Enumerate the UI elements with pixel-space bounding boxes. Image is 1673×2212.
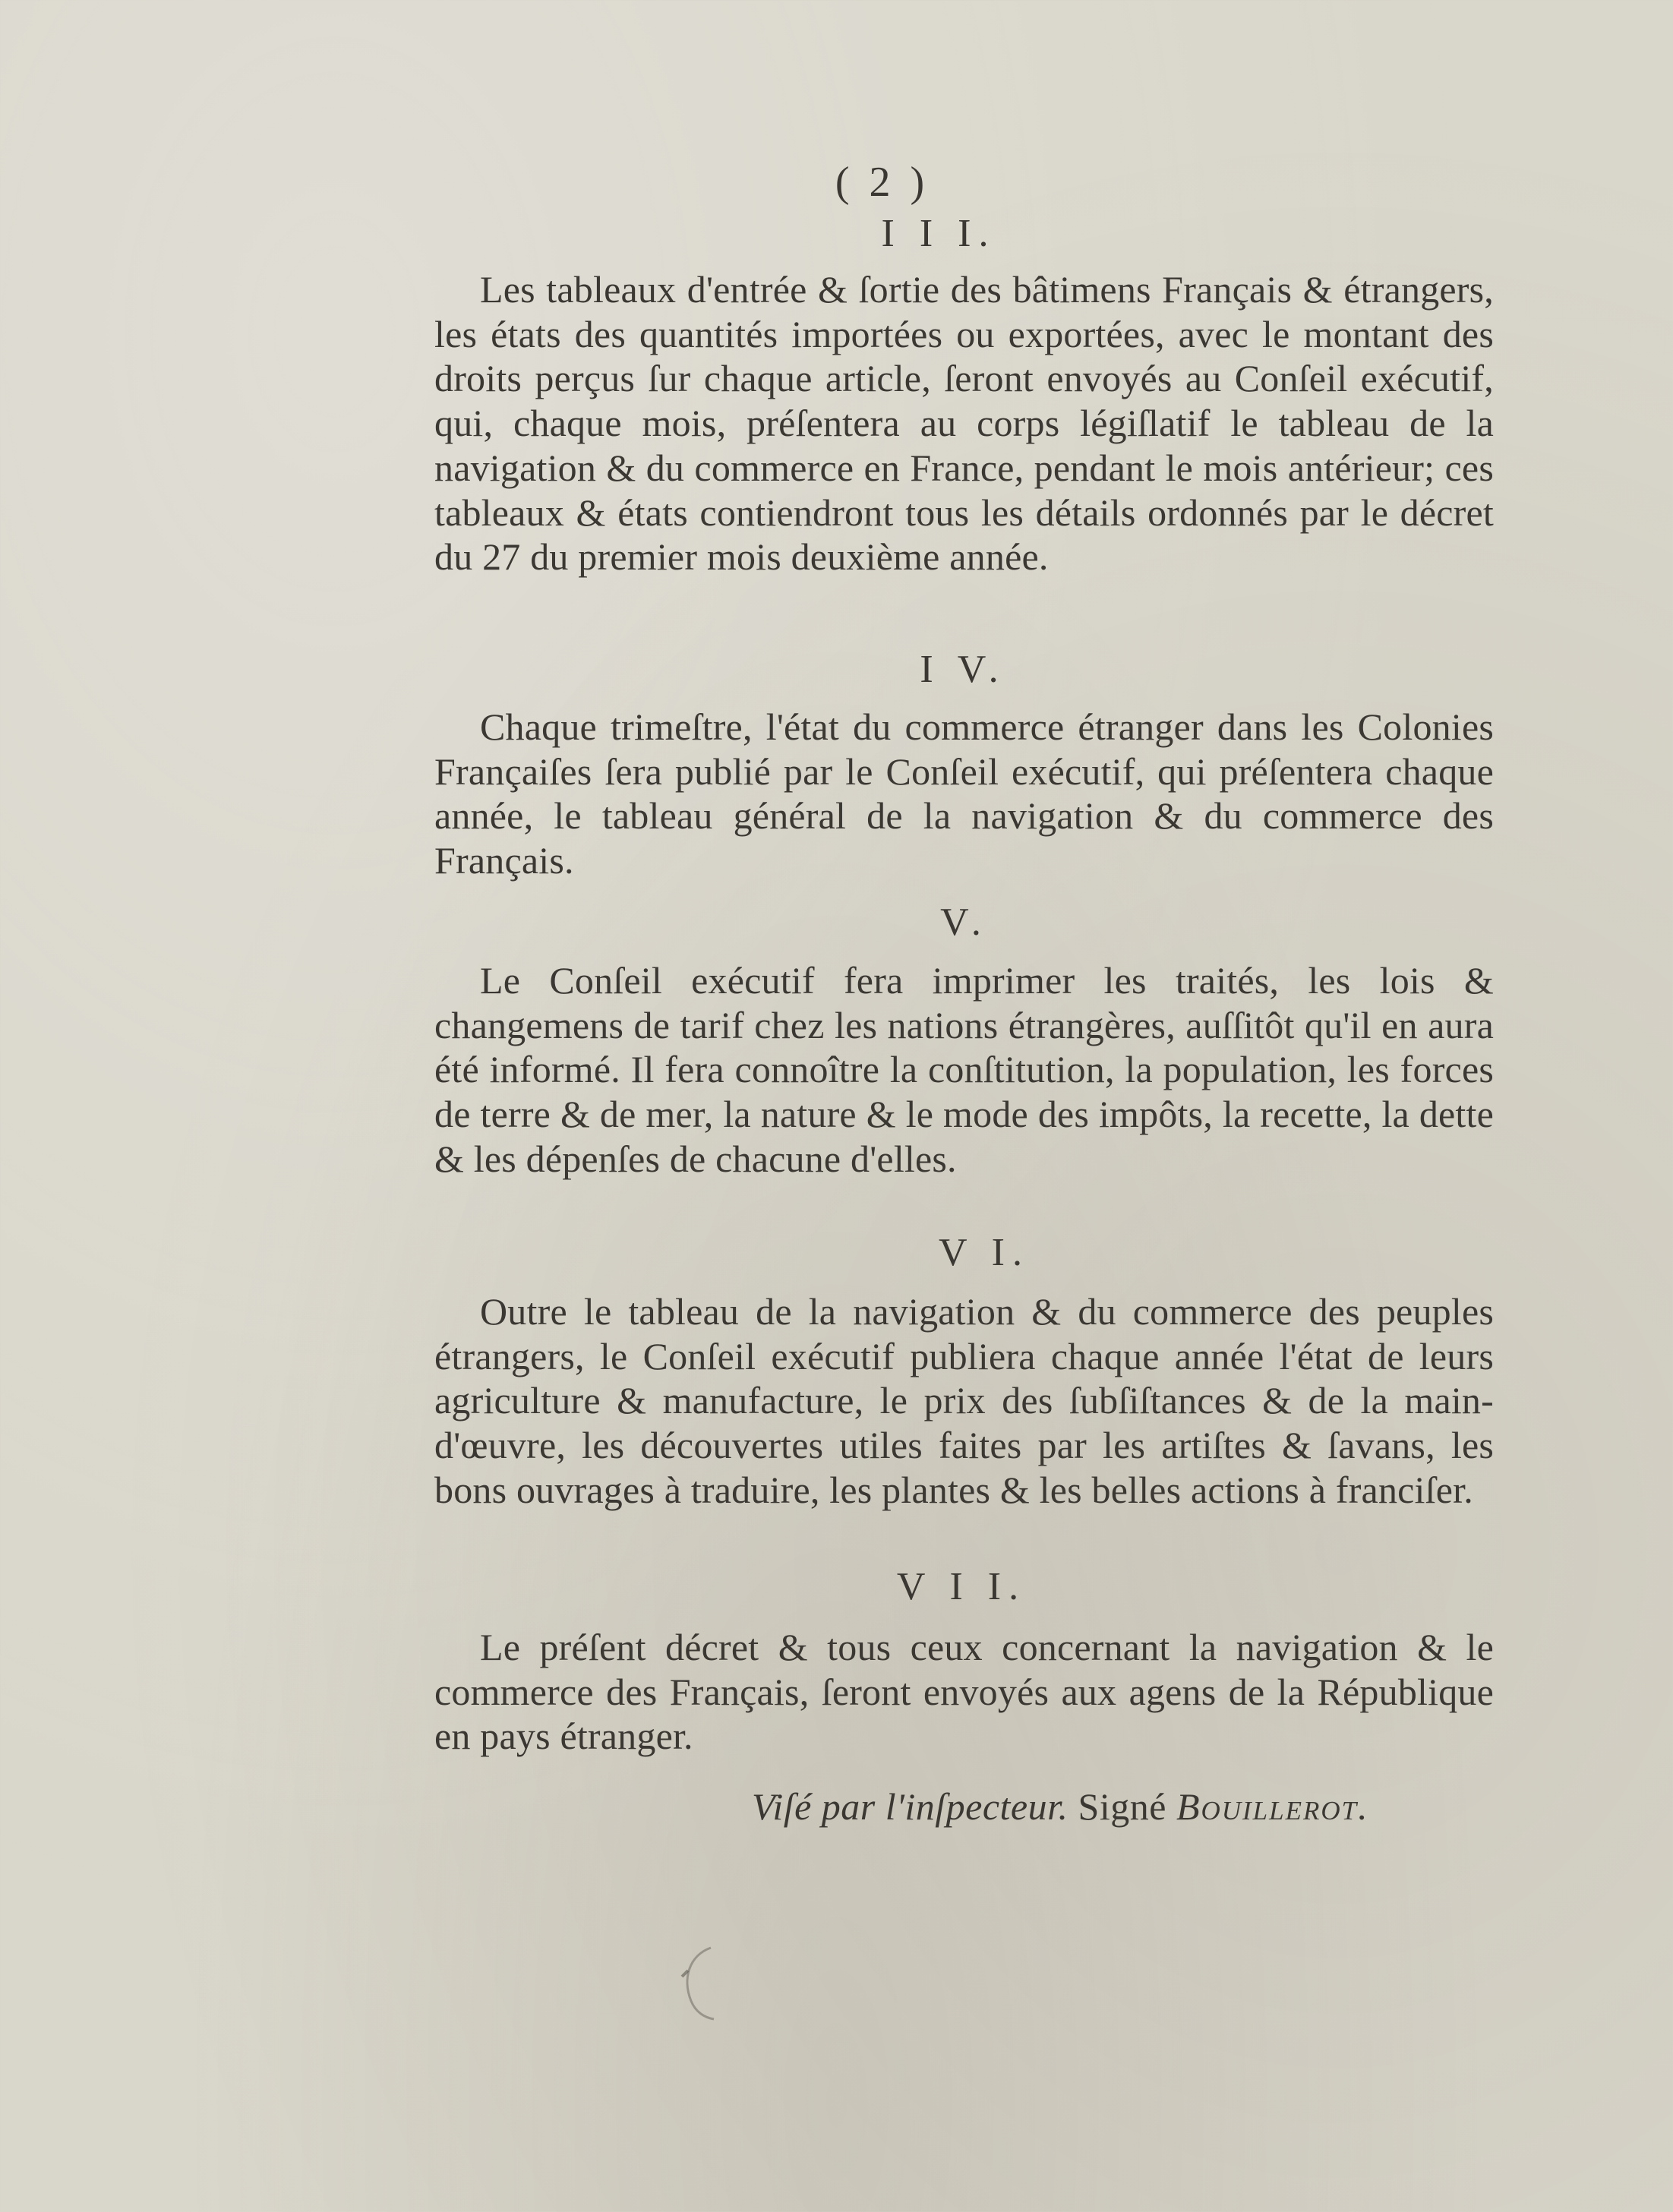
article-paragraph: Chaque trimeſtre, l'état du commerce étranger dans les Colonies Françaiſes ſera publié par le Conſeil exécutif, qui préſentera chaque année, le tableau général de la navigation & du commerce des Français. xyxy=(434,705,1494,882)
article-paragraph: Le préſent décret & tous ceux concernant la navigation & le commerce des Français, ſeront envoyés aux agens de la République en pays étranger. xyxy=(434,1626,1494,1758)
article-text-iv xyxy=(434,705,1494,883)
article-text-vii xyxy=(434,1625,1494,1759)
article-paragraph: Outre le tableau de la navigation & du commerce des peuples étrangers, le Conſeil exécutif publiera chaque année l'état de leurs agriculture & manufacture, le prix des ſubſiſtances & de la main-d'œuvre, les découvertes utiles faites par les artiſtes & ſavans, les bons ouvrages à traduire, les plantes & les belles actions à franciſer. xyxy=(434,1290,1494,1511)
article-heading-v: V. xyxy=(940,901,989,944)
signature-prefix: Viſé par l'inſpecteur. xyxy=(752,1785,1069,1828)
article-text-iii xyxy=(434,267,1494,579)
article-heading-iv: I V. xyxy=(920,648,1006,691)
signature-signed-word: Signé xyxy=(1078,1785,1166,1828)
article-heading-vi: V I. xyxy=(939,1231,1030,1274)
article-heading-vii: V I I. xyxy=(896,1565,1027,1608)
page-number: ( 2 ) xyxy=(835,159,930,206)
article-text-v xyxy=(434,958,1494,1182)
signature-line xyxy=(752,1784,1369,1829)
article-text-vi xyxy=(434,1289,1494,1513)
ink-mark-icon xyxy=(674,1940,728,2024)
article-paragraph: Le Conſeil exécutif fera imprimer les traités, les lois & changemens de tarif chez les nations étrangères, auſſitôt qu'il en aura été informé. Il fera connoître la conſtitution, la population, les forces de terre & de mer, la nature & le mode des impôts, la recette, la dette & les dépenſes de chacune d'elles. xyxy=(434,959,1494,1180)
article-heading-iii: I I I. xyxy=(881,212,996,255)
signature-name: Bouillerot. xyxy=(1176,1785,1369,1828)
article-paragraph: Les tableaux d'entrée & ſortie des bâtimens Français & étrangers, les états des quantités importées ou exportées, avec le montant des droits perçus ſur chaque article, ſeront envoyés au Conſeil exécutif, qui, chaque mois, préſentera au corps légiſlatif le tableau de la navigation & du commerce en France, pendant le mois antérieur; ces tableaux & états contiendront tous les détails ordonnés par le décret du 27 du premier mois deuxième année. xyxy=(434,268,1494,579)
